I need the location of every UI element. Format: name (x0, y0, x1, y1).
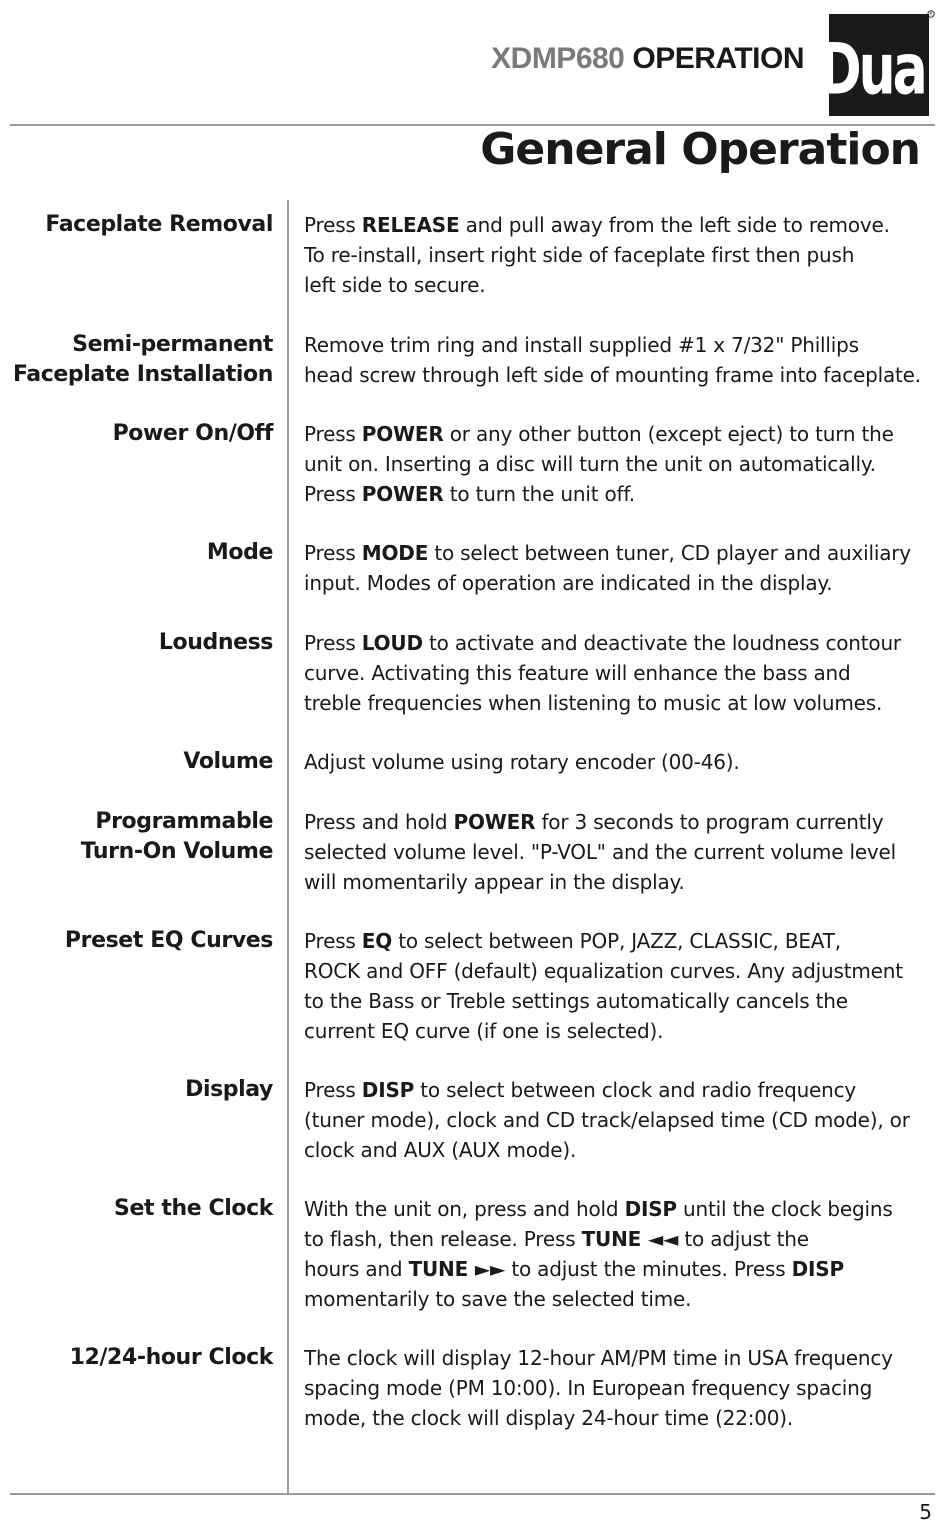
section-label-line: Display (185, 1077, 273, 1102)
description-line: to flash, then release. Press TUNE ◄◄ to adjust the (304, 1227, 809, 1251)
section-label-line: Turn-On Volume (80, 839, 273, 864)
section-description (304, 419, 944, 509)
description-line: curve. Activating this feature will enhance the bass and (304, 661, 851, 685)
section-label (8, 330, 273, 390)
button-name-emphasis: POWER (361, 422, 444, 446)
operation-label: OPERATION (632, 42, 804, 75)
description-line: Press MODE to select between tuner, CD player and auxiliary (304, 541, 911, 565)
section-description (304, 330, 944, 390)
svg-text:R: R (929, 12, 933, 18)
section-label-line: Volume (183, 749, 273, 774)
description-line: Press and hold POWER for 3 seconds to program currently (304, 810, 884, 834)
description-line: unit on. Inserting a disc will turn the unit on automatically. (304, 452, 876, 476)
column-divider (287, 200, 289, 1494)
section-label (8, 538, 273, 568)
description-line: Press POWER or any other button (except eject) to turn the (304, 422, 894, 446)
section-description (304, 628, 944, 718)
description-line: momentarily to save the selected time. (304, 1287, 692, 1311)
description-line: The clock will display 12-hour AM/PM time in USA frequency (304, 1346, 893, 1370)
button-name-emphasis: EQ (361, 929, 393, 953)
section-label (8, 807, 273, 867)
description-line: treble frequencies when listening to music at low volumes. (304, 691, 883, 715)
description-line: With the unit on, press and hold DISP until the clock begins (304, 1197, 893, 1221)
description-line: Press POWER to turn the unit off. (304, 482, 635, 506)
section-description (304, 1194, 944, 1314)
section-label-line: Semi-permanent (72, 332, 273, 357)
button-name-emphasis: DISP (361, 1078, 415, 1102)
description-line: Adjust volume using rotary encoder (00-46). (304, 750, 740, 774)
section-description (304, 807, 944, 897)
button-name-emphasis: DISP (791, 1257, 844, 1281)
section-description (304, 1343, 944, 1433)
description-line: will momentarily appear in the display. (304, 870, 685, 894)
section-label-line: Set the Clock (114, 1196, 273, 1221)
section-description (304, 538, 944, 598)
footer-divider (10, 1493, 935, 1495)
section-label (8, 210, 273, 240)
button-name-emphasis: POWER (361, 482, 444, 506)
description-line: To re-install, insert right side of faceplate first then push (304, 243, 855, 267)
description-line: Press LOUD to activate and deactivate the loudness contour (304, 631, 901, 655)
description-line: Press RELEASE and pull away from the left side to remove. (304, 213, 890, 237)
section-label-line: Power On/Off (112, 421, 273, 446)
button-name-emphasis: TUNE ►► (408, 1257, 506, 1281)
section-label-line: Preset EQ Curves (64, 928, 273, 953)
section-label-line: Mode (206, 540, 273, 565)
description-line: Press DISP to select between clock and radio frequency (304, 1078, 857, 1102)
section-label-line: Loudness (158, 630, 273, 655)
description-line: left side to secure. (304, 273, 486, 297)
section-description (304, 210, 944, 300)
section-label (8, 1075, 273, 1105)
section-label (8, 926, 273, 956)
description-line: (tuner mode), clock and CD track/elapsed time (CD mode), or (304, 1108, 910, 1132)
section-description (304, 1075, 944, 1165)
section-label (8, 419, 273, 449)
description-line: mode, the clock will display 24-hour time (22:00). (304, 1406, 794, 1430)
section-description (304, 747, 944, 777)
description-line: Press EQ to select between POP, JAZZ, CLASSIC, BEAT, (304, 929, 841, 953)
description-line: input. Modes of operation are indicated in the display. (304, 571, 833, 595)
button-name-emphasis: LOUD (361, 631, 423, 655)
description-line: head screw through left side of mounting frame into faceplate. (304, 363, 921, 387)
description-line: spacing mode (PM 10:00). In European frequency spacing (304, 1376, 873, 1400)
section-label (8, 628, 273, 658)
section-label-line: Faceplate Removal (45, 212, 273, 237)
description-line: Remove trim ring and install supplied #1 x 7/32" Phillips (304, 333, 859, 357)
svg-text:Dual: Dual (818, 28, 940, 111)
button-name-emphasis: RELEASE (361, 213, 460, 237)
section-label-line: Programmable (95, 809, 273, 834)
description-line: to the Bass or Treble settings automatically cancels the (304, 989, 848, 1013)
section-description (304, 926, 944, 1046)
section-label (8, 1194, 273, 1224)
page-title: General Operation (480, 124, 920, 175)
dual-logo (818, 10, 940, 116)
button-name-emphasis: POWER (453, 810, 536, 834)
description-line: current EQ curve (if one is selected). (304, 1019, 664, 1043)
button-name-emphasis: DISP (624, 1197, 677, 1221)
section-label (8, 747, 273, 777)
button-name-emphasis: MODE (361, 541, 429, 565)
button-name-emphasis: TUNE ◄◄ (581, 1227, 679, 1251)
section-label (8, 1343, 273, 1373)
description-line: hours and TUNE ►► to adjust the minutes. Press DISP (304, 1257, 844, 1281)
model-name: XDMP680 (491, 42, 625, 75)
description-line: clock and AUX (AUX mode). (304, 1138, 577, 1162)
description-line: selected volume level. "P-VOL" and the current volume level (304, 840, 897, 864)
header-model-title (491, 42, 804, 76)
description-line: ROCK and OFF (default) equalization curves. Any adjustment (304, 959, 903, 983)
page-number: 5 (919, 1500, 932, 1524)
section-label-line: 12/24-hour Clock (69, 1345, 273, 1370)
section-label-line: Faceplate Installation (12, 362, 273, 387)
